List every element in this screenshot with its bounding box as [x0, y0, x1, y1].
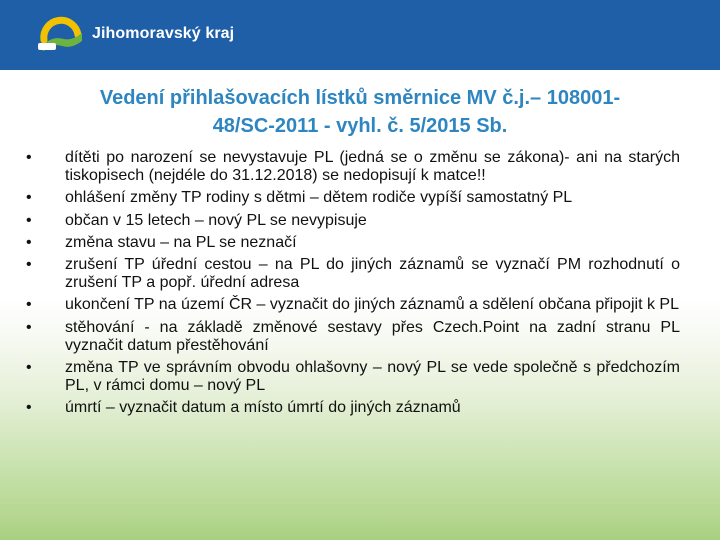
header-bar: [0, 0, 720, 70]
slide-title: [40, 84, 680, 140]
bullet-item: • úmrtí – vyznačit datum a místo úmrtí do jiných záznamů: [22, 399, 680, 417]
bullet-list: [22, 149, 680, 422]
bullet-item: • změna TP ve správním obvodu ohlašovny – nový PL se vede společně s předchozím PL, v rámci domu – nový PL: [22, 359, 680, 395]
jihomoravsky-kraj-logo-icon: [36, 13, 86, 53]
bullet-item: • ukončení TP na území ČR – vyznačit do jiných záznamů a sdělení občana připojit k PL: [22, 296, 680, 314]
bullet-item: • dítěti po narození se nevystavuje PL (jedná se o změnu se zákona)- ani na starých tiskopisech (nejdéle do 31.12.2018) se nedopisují k matce!!: [22, 149, 680, 185]
bullet-item: • zrušení TP úřední cestou – na PL do jiných záznamů se vyznačí PM rozhodnutí o zrušení TP a popř. úřední adresa: [22, 256, 680, 292]
slide-title-line-1: Vedení přihlašovacích lístků směrnice MV č.j.– 108001-: [99, 87, 621, 109]
brand-name: Jihomoravský kraj: [92, 25, 235, 42]
bullet-item: • změna stavu – na PL se neznačí: [22, 234, 680, 252]
bullet-item: • občan v 15 letech – nový PL se nevypisuje: [22, 212, 680, 230]
bullet-item: • stěhování - na základě změnové sestavy přes Czech.Point na zadní stranu PL vyznačit datum přestěhování: [22, 319, 680, 355]
bullet-item: • ohlášení změny TP rodiny s dětmi – dětem rodiče vypíší samostatný PL: [22, 189, 680, 207]
slide-title-line-2: 48/SC-2011 - vyhl. č. 5/2015 Sb.: [212, 115, 508, 137]
